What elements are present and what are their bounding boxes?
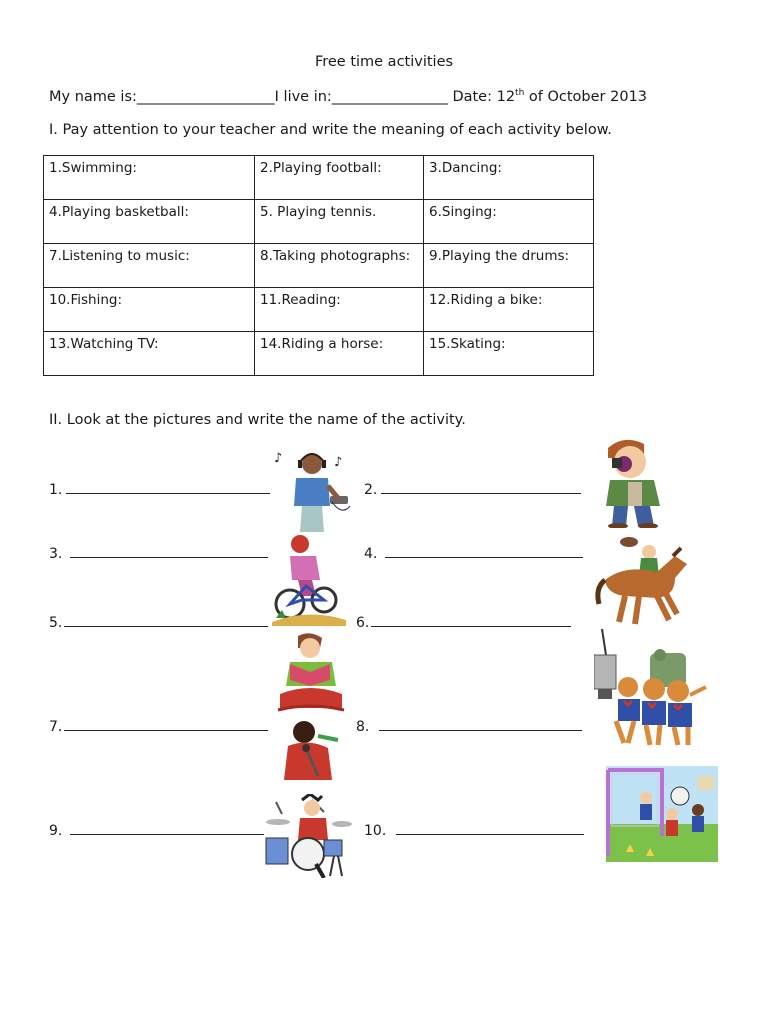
table-cell[interactable]: 12.Riding a bike: xyxy=(424,288,594,332)
svg-text:♪: ♪ xyxy=(274,451,283,466)
live-label: I live in:________________ xyxy=(274,88,448,105)
activities-table xyxy=(43,155,594,376)
answer-item-4[interactable]: 4. xyxy=(364,546,583,562)
table-cell[interactable]: 1.Swimming: xyxy=(44,156,255,200)
table-cell[interactable]: 4.Playing basketball: xyxy=(44,200,255,244)
answer-item-5[interactable]: 5. xyxy=(49,615,268,631)
playing-football-clipart xyxy=(606,766,718,862)
singing-clipart xyxy=(278,718,346,782)
table-cell[interactable]: 15.Skating: xyxy=(424,332,594,376)
worksheet-title: Free time activities xyxy=(314,54,454,70)
date-label: Date: 12th of October 2013 xyxy=(452,88,648,105)
playing-drums-clipart xyxy=(264,794,354,878)
name-label: My name is:___________________ xyxy=(49,88,275,105)
table-cell[interactable]: 5. Playing tennis. xyxy=(255,200,424,244)
table-cell[interactable]: 9.Playing the drums: xyxy=(424,244,594,288)
table-cell[interactable]: 6.Singing: xyxy=(424,200,594,244)
answer-item-3[interactable]: 3. xyxy=(49,546,268,562)
answer-item-9[interactable]: 9. xyxy=(49,823,264,839)
section-2-heading: II. Look at the pictures and write the name of the activity. xyxy=(49,412,466,428)
table-row xyxy=(44,288,594,332)
info-line xyxy=(49,88,647,105)
svg-text:♪: ♪ xyxy=(334,455,343,470)
table-cell[interactable]: 11.Reading: xyxy=(255,288,424,332)
listening-to-music-clipart xyxy=(272,446,354,534)
taking-photographs-clipart xyxy=(594,436,676,528)
table-cell[interactable]: 13.Watching TV: xyxy=(44,332,255,376)
answer-item-2[interactable]: 2. xyxy=(364,482,581,498)
table-cell[interactable]: 3.Dancing: xyxy=(424,156,594,200)
table-cell[interactable]: 14.Riding a horse: xyxy=(255,332,424,376)
answer-item-8[interactable]: 8. xyxy=(356,719,582,735)
reading-clipart xyxy=(276,632,346,714)
table-row xyxy=(44,332,594,376)
table-cell[interactable]: 8.Taking photographs: xyxy=(255,244,424,288)
table-row xyxy=(44,156,594,200)
watching-tv-clipart xyxy=(594,625,710,747)
riding-a-horse-clipart xyxy=(595,534,693,628)
answer-item-10[interactable]: 10. xyxy=(364,823,584,839)
table-cell[interactable]: 10.Fishing: xyxy=(44,288,255,332)
table-cell[interactable]: 7.Listening to music: xyxy=(44,244,255,288)
answer-item-7[interactable]: 7. xyxy=(49,719,268,735)
section-1-heading: I. Pay attention to your teacher and write the meaning of each activity below. xyxy=(49,122,612,138)
table-row xyxy=(44,244,594,288)
table-row xyxy=(44,200,594,244)
table-cell[interactable]: 2.Playing football: xyxy=(255,156,424,200)
riding-a-bike-clipart xyxy=(272,534,346,626)
answer-item-6[interactable]: 6. xyxy=(356,615,571,631)
answer-item-1[interactable]: 1. xyxy=(49,482,270,498)
